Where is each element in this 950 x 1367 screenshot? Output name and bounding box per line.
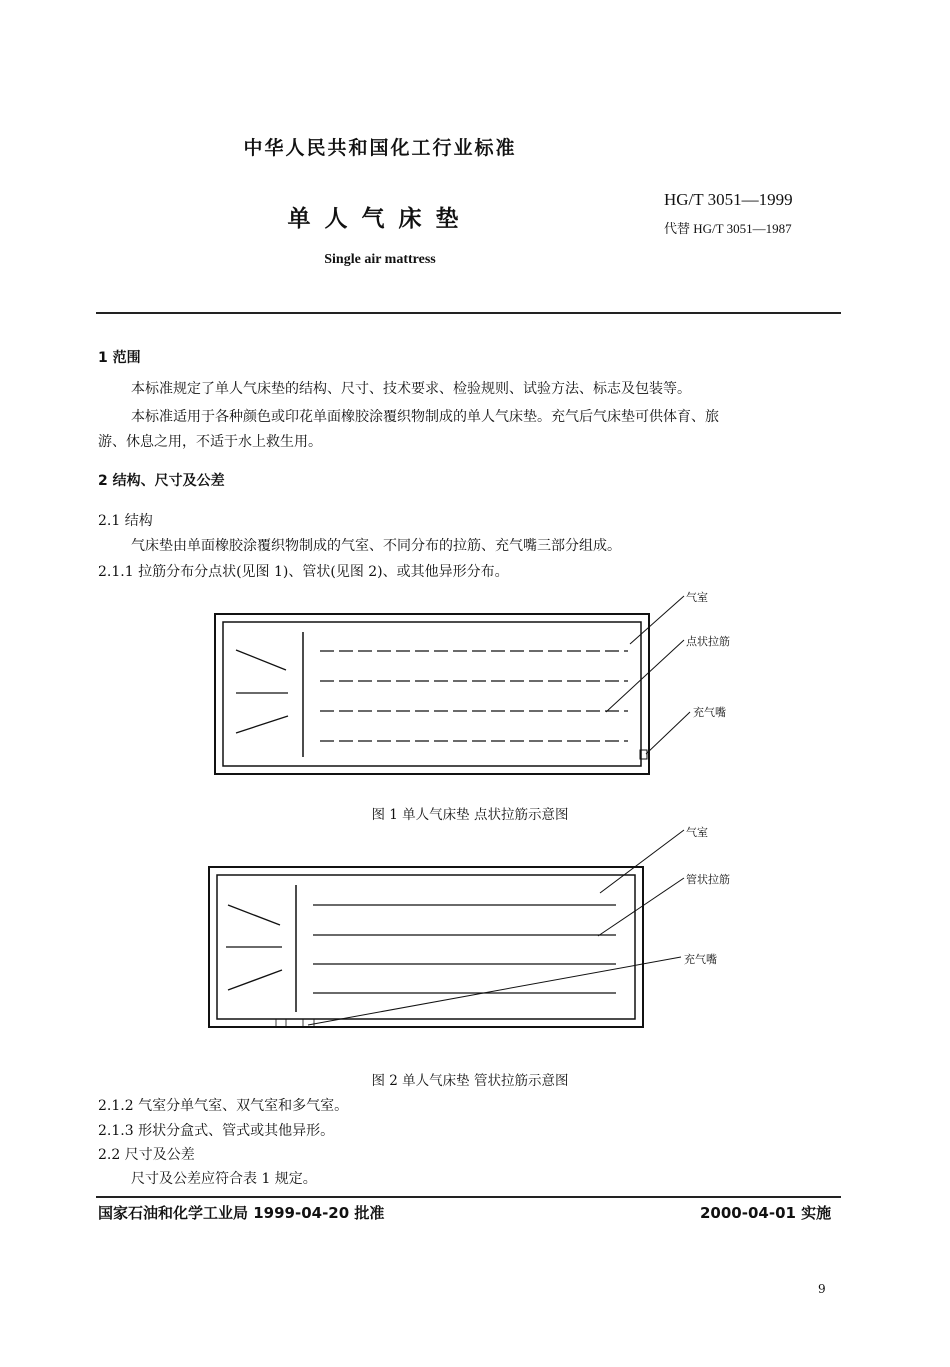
figure-2-end-line-top — [228, 905, 280, 925]
effective-date: 2000-04-01 实施 — [700, 1204, 832, 1222]
figure-2-label-rib: 管状拉筋 — [686, 873, 730, 886]
figure-2-valve — [276, 1019, 314, 1027]
section-1-paragraph-2-line-2: 游、休息之用，不适于水上救生用。 — [98, 434, 322, 450]
section-2-2-paragraph: 尺寸及公差应符合表 1 规定。 — [131, 1171, 317, 1187]
standard-code: HG/T 3051—1999 — [664, 190, 793, 209]
figure-1-label-rib: 点状拉筋 — [686, 635, 730, 648]
section-2-1-heading: 2.1 结构 — [98, 513, 153, 529]
figure-2-caption: 图 2 单人气床垫 管状拉筋示意图 — [371, 1073, 569, 1089]
footer-divider — [96, 1196, 841, 1198]
section-2-heading: 2 结构、尺寸及公差 — [98, 473, 225, 489]
figure-1-leader-air-chamber — [630, 596, 684, 644]
figure-1-end-line-top — [236, 650, 286, 670]
figure-2-drawing — [209, 830, 684, 1027]
figure-1-inner-frame — [223, 622, 641, 766]
section-1-paragraph-2-line-1: 本标准适用于各种颜色或印花单面橡胶涂覆织物制成的单人气床垫。充气后气床垫可供体育、旅 — [131, 409, 719, 425]
section-2-1-3: 2.1.3 形状分盒式、管式或其他异形。 — [98, 1123, 335, 1139]
figure-2-label-air-chamber: 气室 — [686, 826, 708, 839]
replaces-code: 代替 HG/T 3051—1987 — [664, 221, 792, 236]
figure-1-label-air-chamber: 气室 — [686, 591, 708, 604]
page-number: 9 — [818, 1282, 826, 1296]
standard-category-title: 中华人民共和国化工行业标准 — [243, 137, 517, 159]
figure-2-label-valve: 充气嘴 — [684, 953, 717, 966]
issuer-approval: 国家石油和化学工业局 1999-04-20 批准 — [98, 1204, 385, 1222]
document-subtitle: Single air mattress — [324, 252, 436, 267]
figure-2-leader-rib — [598, 878, 684, 936]
section-1-paragraph-1: 本标准规定了单人气床垫的结构、尺寸、技术要求、检验规则、试验方法、标志及包装等。 — [131, 381, 691, 397]
figure-1-end-line-bottom — [236, 716, 288, 733]
figure-1-leader-valve — [646, 712, 690, 754]
section-2-1-2: 2.1.2 气室分单气室、双气室和多气室。 — [98, 1098, 349, 1114]
section-2-1-paragraph: 气床垫由单面橡胶涂覆织物制成的气室、不同分布的拉筋、充气嘴三部分组成。 — [131, 538, 621, 554]
section-1-heading: 1 范围 — [98, 350, 141, 366]
document-title: 单人气床垫 — [287, 206, 473, 232]
figure-2-leader-valve — [308, 957, 681, 1025]
section-2-1-1: 2.1.1 拉筋分布分点状(见图 1)、管状(见图 2)、或其他异形分布。 — [98, 564, 509, 580]
figure-1-caption: 图 1 单人气床垫 点状拉筋示意图 — [371, 807, 569, 823]
figure-2-end-line-bottom — [228, 970, 282, 990]
section-2-2-heading: 2.2 尺寸及公差 — [98, 1147, 195, 1163]
figure-1-outer-frame — [215, 614, 649, 774]
figure-1-label-valve: 充气嘴 — [693, 706, 726, 719]
figure-1-drawing — [215, 596, 690, 774]
